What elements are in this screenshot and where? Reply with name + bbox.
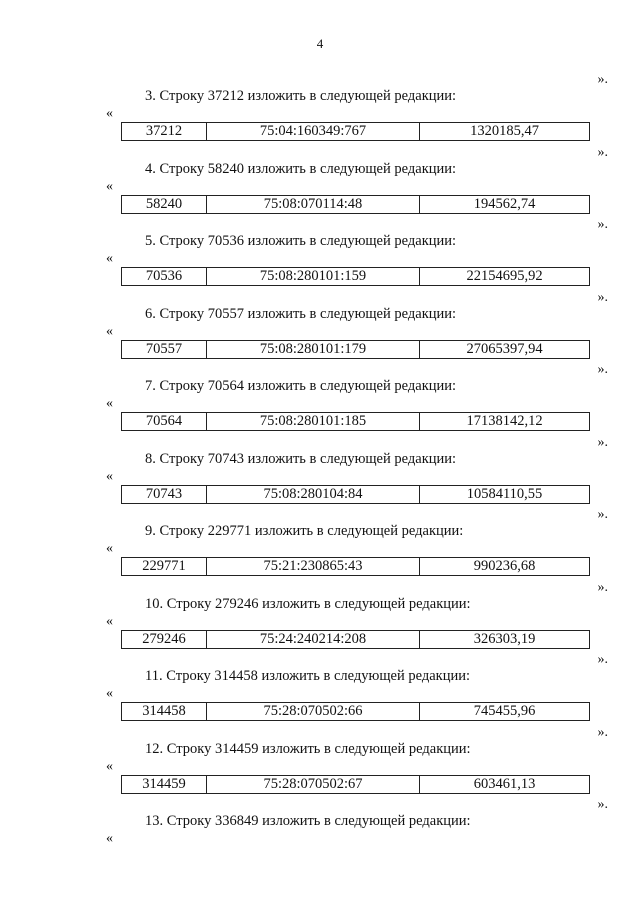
table-row	[121, 195, 590, 214]
opening-quote: «	[106, 686, 113, 701]
cadastral-number-cell: 75:28:070502:66	[207, 703, 420, 720]
closing-quote: ».	[597, 724, 608, 740]
table-row	[121, 630, 590, 649]
closing-quote: ».	[597, 507, 608, 522]
cadastral-number-cell: 75:21:230865:43	[207, 558, 420, 575]
table-row	[121, 412, 590, 431]
closing-quote: ».	[597, 144, 608, 160]
row-number-cell: 70536	[122, 268, 207, 285]
table-row	[121, 557, 590, 576]
amendment-item	[0, 726, 640, 798]
cadastral-number-cell: 75:08:280101:185	[207, 413, 420, 430]
row-number-cell: 37212	[122, 123, 207, 140]
amendment-heading: 6. Строку 70557 изложить в следующей редакции:	[145, 305, 457, 322]
closing-quote: ».	[597, 797, 608, 812]
row-number-cell: 279246	[122, 631, 207, 648]
amendment-item	[0, 73, 640, 145]
table-row	[121, 702, 590, 721]
cadastral-number-cell: 75:08:280101:179	[207, 341, 420, 358]
value-cell: 27065397,94	[466, 340, 543, 357]
page-number: 4	[316, 36, 324, 51]
amendment-heading: 5. Строку 70536 изложить в следующей редакции:	[145, 233, 457, 249]
amendment-item	[0, 798, 640, 870]
opening-quote: «	[106, 758, 113, 774]
row-number-cell: 314458	[122, 703, 207, 720]
cadastral-number-cell: 75:08:070114:48	[207, 196, 420, 213]
opening-quote: «	[106, 396, 113, 411]
row-number-cell: 70743	[122, 486, 207, 503]
amendment-heading: 11. Строку 314458 изложить в следующей редакции:	[145, 668, 471, 684]
amendment-heading: 7. Строку 70564 изложить в следующей редакции:	[145, 378, 457, 394]
closing-quote: ».	[597, 289, 608, 305]
amendment-item	[0, 363, 640, 435]
closing-quote: ».	[597, 217, 608, 232]
value-cell: 22154695,92	[466, 268, 543, 284]
row-number-cell: 314459	[122, 776, 207, 793]
amendment-item	[0, 508, 640, 580]
amendment-heading: 10. Строку 279246 изложить в следующей редакции:	[145, 595, 471, 612]
value-cell: 1320185,47	[470, 123, 539, 139]
amendment-heading: 3. Строку 37212 изложить в следующей редакции:	[145, 88, 457, 104]
amendment-item	[0, 436, 640, 508]
row-number-cell: 229771	[122, 558, 207, 575]
amendment-item	[0, 291, 640, 363]
amendment-item	[0, 653, 640, 725]
amendment-heading: 12. Строку 314459 изложить в следующей редакции:	[145, 740, 471, 757]
value-cell: 194562,74	[473, 195, 536, 212]
value-cell: 990236,68	[473, 558, 536, 574]
opening-quote: «	[106, 468, 113, 484]
opening-quote: «	[106, 541, 113, 556]
table-row	[121, 340, 590, 359]
closing-quote: ».	[597, 362, 608, 377]
closing-quote: ».	[597, 652, 608, 667]
opening-quote: «	[106, 831, 113, 846]
opening-quote: «	[106, 323, 113, 339]
cadastral-number-cell: 75:08:280101:159	[207, 268, 420, 285]
closing-quote: ».	[597, 72, 608, 87]
table-row	[121, 775, 590, 794]
amendment-item	[0, 146, 640, 218]
value-cell: 745455,96	[473, 703, 536, 719]
cadastral-number-cell: 75:08:280104:84	[207, 486, 420, 503]
amendment-heading: 8. Строку 70743 изложить в следующей редакции:	[145, 450, 457, 467]
amendment-heading: 4. Строку 58240 изложить в следующей редакции:	[145, 160, 457, 177]
closing-quote: ».	[597, 434, 608, 450]
opening-quote: «	[106, 613, 113, 629]
cadastral-number-cell: 75:28:070502:67	[207, 776, 420, 793]
value-cell: 603461,13	[473, 775, 536, 792]
opening-quote: «	[106, 251, 113, 266]
row-number-cell: 70557	[122, 341, 207, 358]
value-cell: 17138142,12	[466, 413, 543, 429]
cadastral-number-cell: 75:04:160349:767	[207, 123, 420, 140]
cadastral-number-cell: 75:24:240214:208	[207, 631, 420, 648]
amendment-item	[0, 581, 640, 653]
amendment-heading: 13. Строку 336849 изложить в следующей редакции:	[145, 813, 471, 829]
amendment-item	[0, 218, 640, 290]
opening-quote: «	[106, 178, 113, 194]
closing-quote: ».	[597, 579, 608, 595]
table-row	[121, 485, 590, 504]
value-cell: 326303,19	[473, 630, 536, 647]
row-number-cell: 70564	[122, 413, 207, 430]
amendment-heading: 9. Строку 229771 изложить в следующей редакции:	[145, 523, 464, 539]
row-number-cell: 58240	[122, 196, 207, 213]
table-row	[121, 122, 590, 141]
value-cell: 10584110,55	[466, 485, 543, 502]
table-row	[121, 267, 590, 286]
opening-quote: «	[106, 106, 113, 121]
